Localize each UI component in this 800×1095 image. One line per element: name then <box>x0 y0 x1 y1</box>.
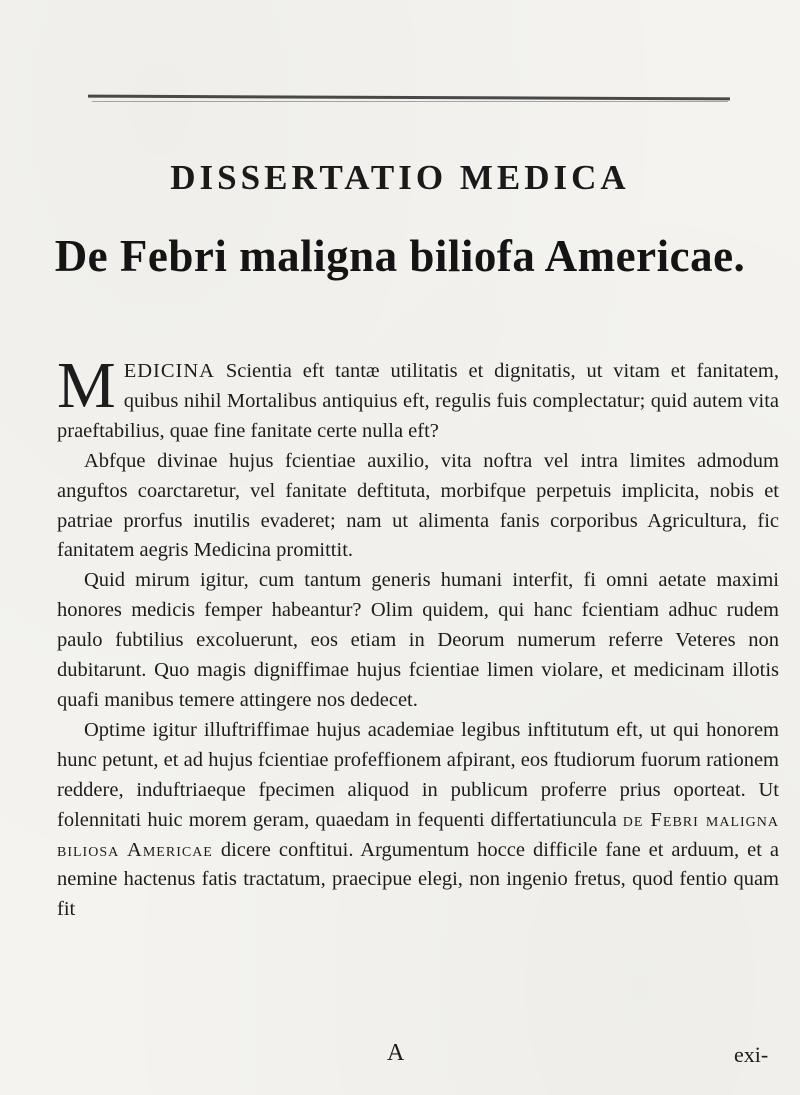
top-rule-thin <box>92 101 728 102</box>
top-rule <box>88 95 730 101</box>
body-text <box>57 349 780 925</box>
first-word: EDICINA <box>123 360 215 382</box>
paragraph-4-smallcaps: de Febri maligna biliosa Americae <box>57 808 780 861</box>
paragraph-1-text: Scientia eft tantæ utilitatis et dignitatis, ut vitam et fanitatem, quibus nihil Mortalibus antiquius eft, regulis fuis complectatur; quid autem vita praeftabilius, quae fine fanitate certe nulla eft? <box>57 360 779 442</box>
catchword: exi- <box>734 1042 769 1067</box>
paragraph-2: Abfque divinae hujus fcientiae auxilio, vita noftra vel intra limites admodum anguftos coarctaretur, vel fanitate deftituta, morbifque perpetuis implicita, nobis et patriae prorfus inutilis evaderet; nam ut alimenta fanis corporibus Agricultura, fic fanitatem aegris Medicina promittit. <box>57 449 779 562</box>
paragraph-4 <box>57 716 779 925</box>
drop-cap: M <box>57 349 116 422</box>
dissertation-title: De Febri maligna biliofa Americae. <box>54 231 746 281</box>
signature-mark: A <box>387 1040 405 1066</box>
paragraph-3: Quid mirum igitur, cum tantum generis humani interfit, fi omni aetate maximi honores medicis femper habeantur? Olim quidem, qui hanc fcientiam adhuc rudem paulo fubtilius excoluerunt, eos etiam in Deorum numerum referre Veteres non dubitarunt. Quo magis digniffimae hujus fcientiae limen violare, et medicinam illotis quafi manibus temere attingere nos dedecet. <box>57 569 779 711</box>
paragraph-4-text-end: dicere conftitui. Argumentum hocce difficile fane et arduum, et a nemine hactenus fatis tractatum, praecipue elegi, non ingenio fretus, quod fentio quam fit <box>57 838 779 921</box>
paragraph-1 <box>57 349 779 447</box>
paragraph-4-text-start: Optime igitur illuftriffimae hujus academiae legibus inftitutum eft, ut qui honorem hunc petunt, et ad hujus fcientiae profeffionem afpirant, eos ftudiorum fuorum rationem reddere, induftriaeque fpecimen aliquod in publicum proferre prius oporteat. Ut folennitati huic morem geram, quaedam in fequenti differtatiuncula <box>57 718 779 831</box>
dissertation-heading: DISSERTATIO MEDICA <box>170 158 630 197</box>
